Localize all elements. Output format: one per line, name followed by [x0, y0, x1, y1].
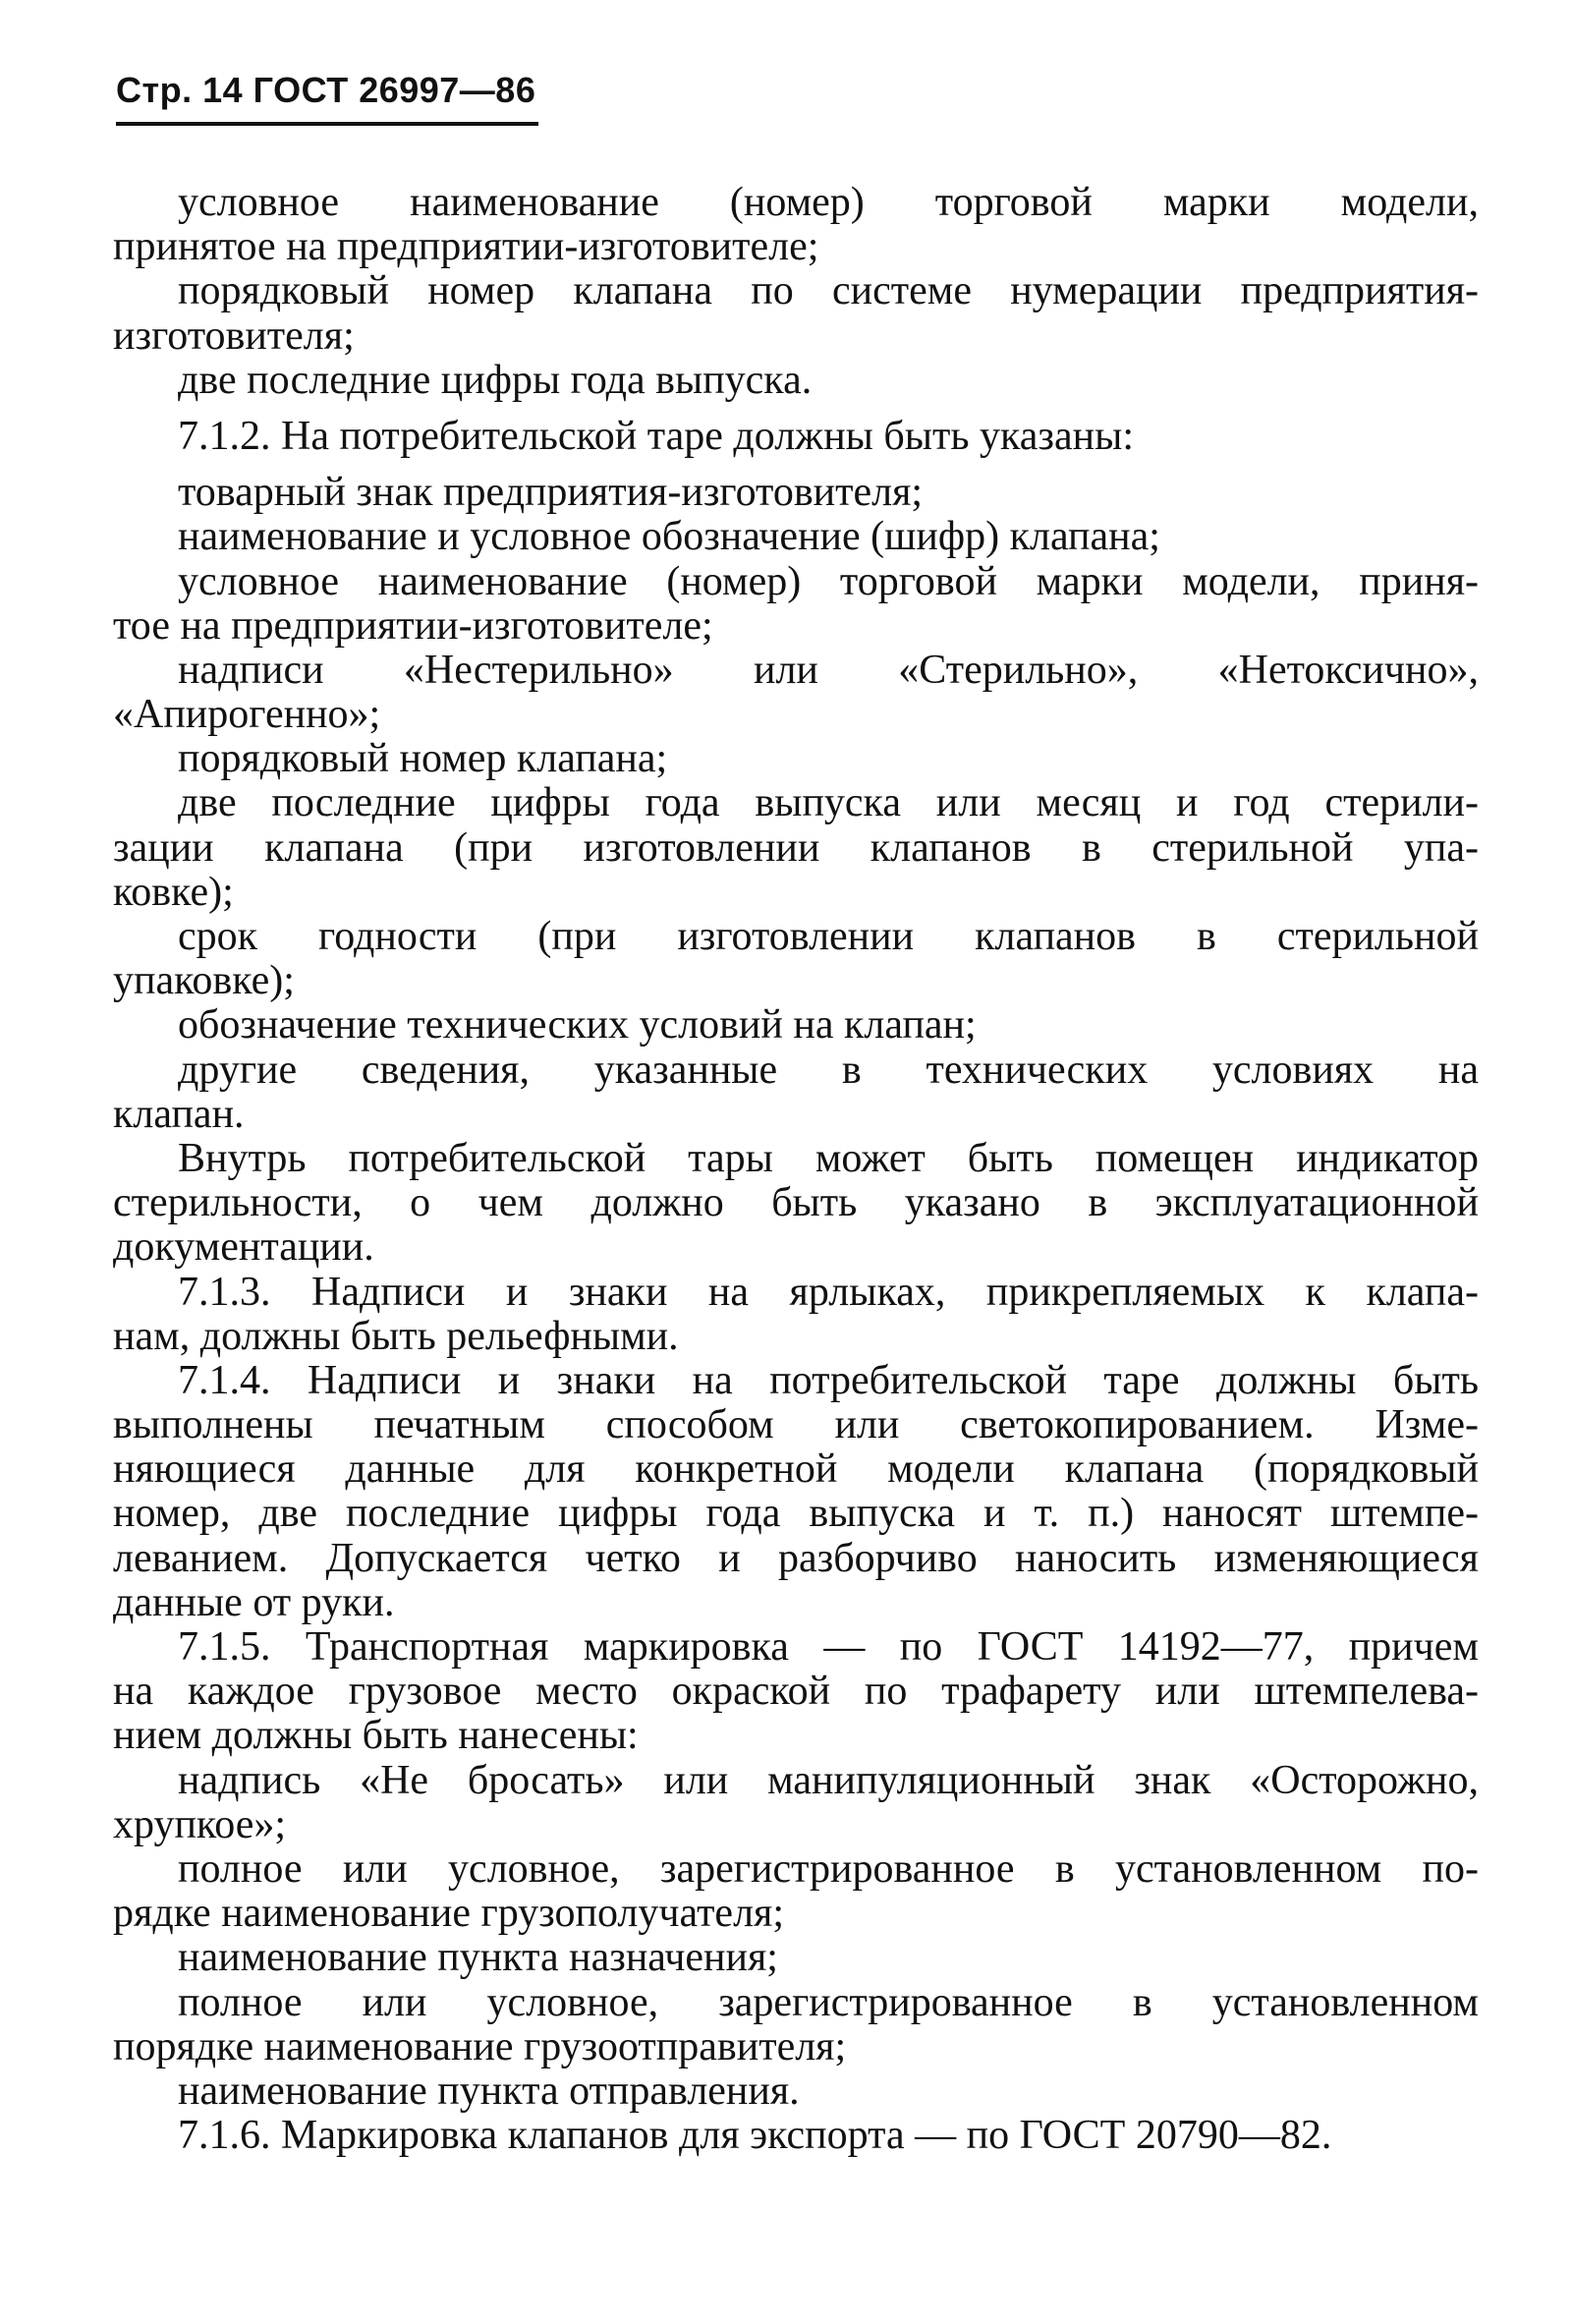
text-line: «Апирогенно»; [113, 692, 381, 738]
text-line: клапан. [113, 1091, 245, 1137]
text-line: порядке наименование грузоотправителя; [113, 2023, 847, 2069]
page-number-label: Стр. 14 ГОСТ 26997—86 [116, 70, 536, 110]
text-line: 7.1.5. Транспортная маркировка — по ГОСТ 14192—77, причем [178, 1624, 1479, 1670]
text-line: порядковый номер клапана по системе нумерации предприятия- [178, 268, 1479, 314]
text-line: стерильности, о чем должно быть указано в эксплуатационной [113, 1180, 1479, 1226]
text-line: на каждое грузовое место окраской по трафарету или штемпелева- [113, 1669, 1479, 1715]
text-line: две последние цифры года выпуска или месяц и год стерили- [178, 780, 1479, 826]
text-line: хрупкое»; [113, 1801, 287, 1847]
text-line: упаковке); [113, 958, 295, 1004]
text-line: порядковый номер клапана; [178, 736, 668, 782]
text-line: выполнены печатным способом или светокопированием. Изме- [113, 1402, 1479, 1448]
text-line: надписи «Нестерильно» или «Стерильно», «Нетоксично», [178, 647, 1479, 693]
text-line: обозначение технических условий на клапан; [178, 1002, 977, 1049]
text-line: зации клапана (при изготовлении клапанов в стерильной упа- [113, 824, 1479, 871]
text-line: наименование пункта назначения; [178, 1935, 778, 1981]
text-line: леванием. Допускается четко и разборчиво наносить изменяющиеся [113, 1535, 1479, 1581]
text-line: изготовителя; [113, 312, 355, 359]
text-line: полное или условное, зарегистрированное в установленном [178, 1979, 1479, 2025]
text-line: надпись «Не бросать» или манипуляционный знак «Осторожно, [178, 1757, 1479, 1803]
text-line: няющиеся данные для конкретной модели клапана (порядковый [113, 1446, 1479, 1493]
text-line: документации. [113, 1224, 374, 1271]
text-line: рядке наименование грузополучателя; [113, 1891, 785, 1937]
text-line: условное наименование (номер) торговой марки модели, приня- [178, 558, 1479, 604]
text-line: ковке); [113, 869, 234, 915]
text-line: данные от руки. [113, 1579, 395, 1625]
text-line: 7.1.4. Надписи и знаки на потребительской таре должны быть [178, 1357, 1479, 1403]
text-line: 7.1.6. Маркировка клапанов для экспорта — по ГОСТ 20790—82. [178, 2113, 1332, 2159]
page-header [116, 69, 538, 126]
text-line: условное наименование (номер) торговой марки модели, [178, 180, 1479, 225]
document-body [113, 181, 1479, 2158]
text-line: номер, две последние цифры года выпуска и т. п.) наносят штемпе- [113, 1491, 1479, 1537]
text-line: тое на предприятии-изготовителе; [113, 602, 713, 649]
text-line: две последние цифры года выпуска. [178, 357, 813, 403]
text-line: 7.1.2. На потребительской таре должны быть указаны: [178, 413, 1134, 459]
text-line: другие сведения, указанные в технических условиях на [178, 1047, 1479, 1093]
text-line: срок годности (при изготовлении клапанов в стерильной [178, 914, 1479, 959]
text-line: нием должны быть нанесены: [113, 1713, 639, 1759]
text-line: наименование и условное обозначение (шифр) клапана; [178, 514, 1160, 560]
text-line: Внутрь потребительской тары может быть помещен индикатор [178, 1135, 1479, 1181]
text-line: товарный знак предприятия-изготовителя; [178, 470, 924, 516]
text-line: наименование пункта отправления. [178, 2068, 800, 2114]
text-line: нам, должны быть рельефными. [113, 1313, 679, 1359]
text-line: принятое на предприятии-изготовителе; [113, 224, 819, 270]
text-line: полное или условное, зарегистрированное в установленном по- [178, 1845, 1479, 1892]
text-line: 7.1.3. Надписи и знаки на ярлыках, прикрепляемых к клапа- [178, 1269, 1479, 1315]
